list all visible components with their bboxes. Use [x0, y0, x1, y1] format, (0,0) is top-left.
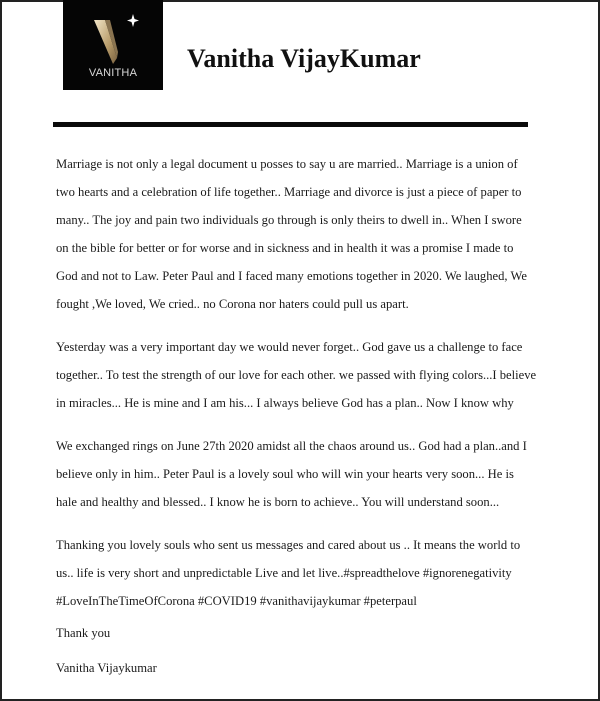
text-line: We exchanged rings on June 27th 2020 amidst all the chaos around us.. God had a plan..and I [56, 439, 527, 453]
text-line: hale and healthy and blessed.. I know he is born to achieve.. You will understand soon... [56, 495, 500, 509]
text-line: Thanking you lovely souls who sent us messages and cared about us .. It means the world to [56, 538, 521, 552]
text-line: together.. To test the strength of our love for each other. we passed with flying colors...I believe [56, 368, 537, 382]
paragraph-4 [56, 531, 546, 615]
text-line: us.. life is very short and unpredictable Live and let live..#spreadthelove #ignorenegativity [56, 566, 512, 580]
vanitha-logo [63, 0, 163, 90]
closing: Thank you [56, 626, 111, 640]
paragraph-1 [56, 150, 546, 318]
text-line: Marriage is not only a legal document u posses to say u are married.. Marriage is a union of [56, 157, 518, 171]
text-line: two hearts and a celebration of life together.. Marriage and divorce is just a piece of paper to [56, 185, 522, 199]
text-line: God and not to Law. Peter Paul and I faced many emotions together in 2020. We laughed, We [56, 269, 527, 283]
text-line: in miracles... He is mine and I am his... I always believe God has a plan.. Now I know why [56, 396, 514, 410]
text-line: fought ,We loved, We cried.. no Corona nor haters could pull us apart. [56, 297, 409, 311]
text-line: Yesterday was a very important day we would never forget.. God gave us a challenge to face [56, 340, 523, 354]
paragraph-2 [56, 333, 546, 417]
header-divider [53, 122, 528, 127]
text-line: believe only in him.. Peter Paul is a lovely soul who will win your hearts very soon... He is [56, 467, 514, 481]
text-line: many.. The joy and pain two individuals go through is only theirs to dwell in.. When I swore [56, 213, 522, 227]
paragraph-3 [56, 432, 546, 516]
letter-body [56, 150, 546, 689]
logo-text: VANITHA [88, 67, 138, 79]
signature: Vanitha Vijaykumar [56, 661, 157, 675]
text-line: #LoveInTheTimeOfCorona #COVID19 #vanithavijaykumar #peterpaul [56, 594, 417, 608]
text-line: on the bible for better or for worse and in sickness and in health it was a promise I made to [56, 241, 514, 255]
letterhead-title: Vanitha VijayKumar [187, 44, 421, 73]
